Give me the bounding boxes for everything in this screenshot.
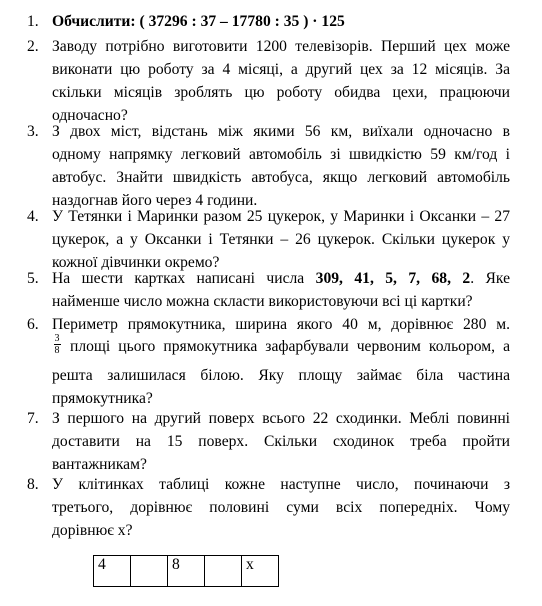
card-numbers: 309, 41, 5, 7, 68, 2 xyxy=(315,270,471,287)
problem-number: 3. xyxy=(27,123,39,140)
problem-text-line: прямокутника? xyxy=(52,390,153,407)
table-cell xyxy=(205,556,242,587)
problem-text-line: Периметр прямокутника, ширина якого 40 м, дорівнює 280 м. xyxy=(52,316,510,333)
problem-text-line: З першого на другий поверх всього 22 сходинки. Меблі повинні xyxy=(52,410,510,427)
problem-text-line: одночасно? xyxy=(52,107,128,124)
problem-number: 8. xyxy=(27,476,39,493)
problem-text-line xyxy=(52,268,510,291)
problem-text-line: У Тетянки і Маринки разом 25 цукерок, у Маринки і Оксанки – 27 xyxy=(52,208,510,225)
problem-text-line: З двох міст, відстань між якими 56 км, виїхали одночасно в xyxy=(52,123,510,140)
problem-text-line: доставити на 15 поверх. Скільки сходинок треба пройти xyxy=(52,433,510,450)
problem-number: 4. xyxy=(27,208,39,225)
problem-text-line: дорівнює х? xyxy=(52,522,133,539)
problem-number: 5. xyxy=(27,270,39,287)
problem-number: 7. xyxy=(27,410,39,427)
problem-text-line: одному напрямку легковий автомобіль зі швидкістю 59 км/год і xyxy=(52,146,510,163)
problem-text-pre: На шести картках написані числа xyxy=(52,270,316,287)
problem-number: 6. xyxy=(27,316,39,333)
table-row xyxy=(94,556,279,587)
number-table xyxy=(93,555,279,587)
problem-text-line: вантажникам? xyxy=(52,456,147,473)
problem-text-line: кожної дівчинки окремо? xyxy=(52,254,220,271)
problem-text-line: площі цього прямокутника зафарбували червоним кольором, а xyxy=(70,338,510,355)
problem-text-line: автобус. Знайти швидкість автобуса, якщо легковий автомобіль xyxy=(52,169,510,186)
problem-text-line: решта залишилася білою. Яку площу займає біла частина xyxy=(52,367,510,384)
fraction xyxy=(52,333,62,356)
problem-text-line: найменше число можна скласти використовуючи всі ці картки? xyxy=(52,293,473,310)
problem-number: 1. xyxy=(27,13,39,30)
fraction-numerator: 3 xyxy=(54,333,60,344)
problem-text: Обчислити: ( 37296 : 37 – 17780 : 35 ) · 125 xyxy=(52,13,345,30)
problem-text-post: . Яке xyxy=(470,270,511,287)
table-cell: x xyxy=(242,556,279,587)
problem-text-line: Заводу потрібно виготовити 1200 телевізорів. Перший цех може xyxy=(52,38,510,55)
problem-text-line: У клітинках таблиці кожне наступне число, починаючи з xyxy=(52,476,510,493)
table-cell: 4 xyxy=(94,556,131,587)
problem-text-line: третього, дорівнює половині суми всіх попередніх. Чому xyxy=(52,499,510,516)
fraction-denominator: 8 xyxy=(54,345,60,356)
problem-number: 2. xyxy=(27,38,39,55)
table-cell: 8 xyxy=(168,556,205,587)
problem-text-line: скільки місяців зроблять цю роботу обидва цехи, працюючи xyxy=(52,84,510,101)
problem-text-line: наздогнав його через 4 години. xyxy=(52,192,258,209)
problem-text-line: виконати цю роботу за 4 місяці, а другий цех за 12 місяців. За xyxy=(52,61,510,78)
table-cell xyxy=(131,556,168,587)
problem-text-line: цукерок, а у Оксанки і Тетянки – 26 цукерок. Скільки цукерок у xyxy=(52,231,510,248)
